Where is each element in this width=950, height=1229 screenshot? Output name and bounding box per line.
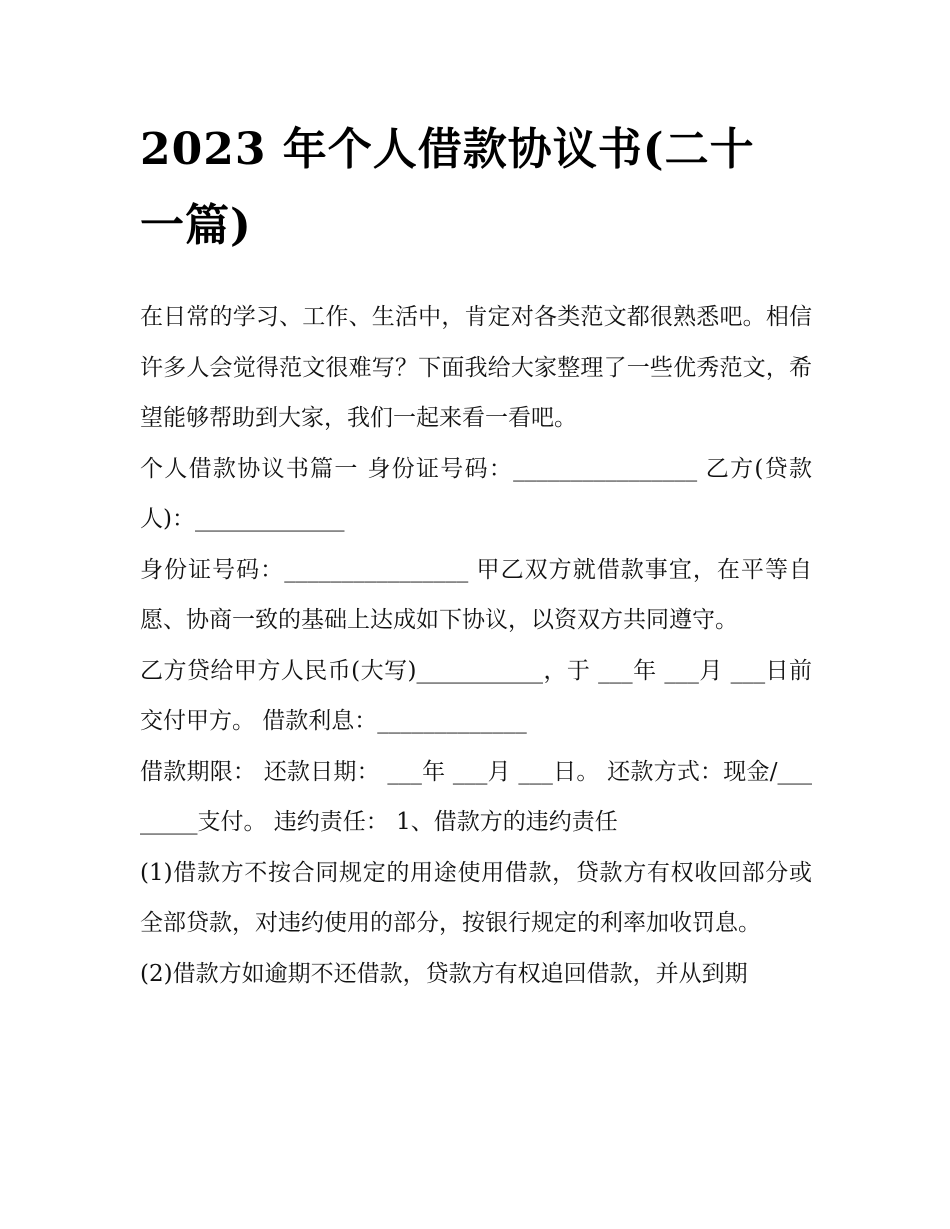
document-page [140,112,812,999]
paragraph-loan-amount: 乙方贷给甲方人民币(大写)___________，于 ___年 ___月 ___日前交付甲方。 借款利息：_____________ [140,657,812,734]
paragraph-loan-term: 借款期限： 还款日期： ___年 ___月 ___日。 还款方式：现金/________支付。 违约责任： 1、借款方的违约责任 [140,758,812,835]
document-body [140,292,812,999]
paragraph-id-agreement: 身份证号码：________________ 甲乙双方就借款事宜，在平等自愿、协商一致的基础上达成如下协议，以资双方共同遵守。 [140,556,812,633]
paragraph-clause-2: (2)借款方如逾期不还借款，贷款方有权追回借款，并从到期 [140,960,748,987]
paragraph-intro: 在日常的学习、工作、生活中，肯定对各类范文都很熟悉吧。相信许多人会觉得范文很难写？下面我给大家整理了一些优秀范文，希望能够帮助到大家，我们一起来看一看吧。 [140,304,812,431]
paragraph-lender-info: 个人借款协议书篇一 身份证号码：________________ 乙方(贷款人)：_____________ [140,455,812,532]
paragraph-clause-1: (1)借款方不按合同规定的用途使用借款，贷款方有权收回部分或全部贷款，对违约使用的部分，按银行规定的利率加收罚息。 [140,859,812,936]
document-title: 2023 年个人借款协议书(二十一篇) [140,124,755,251]
